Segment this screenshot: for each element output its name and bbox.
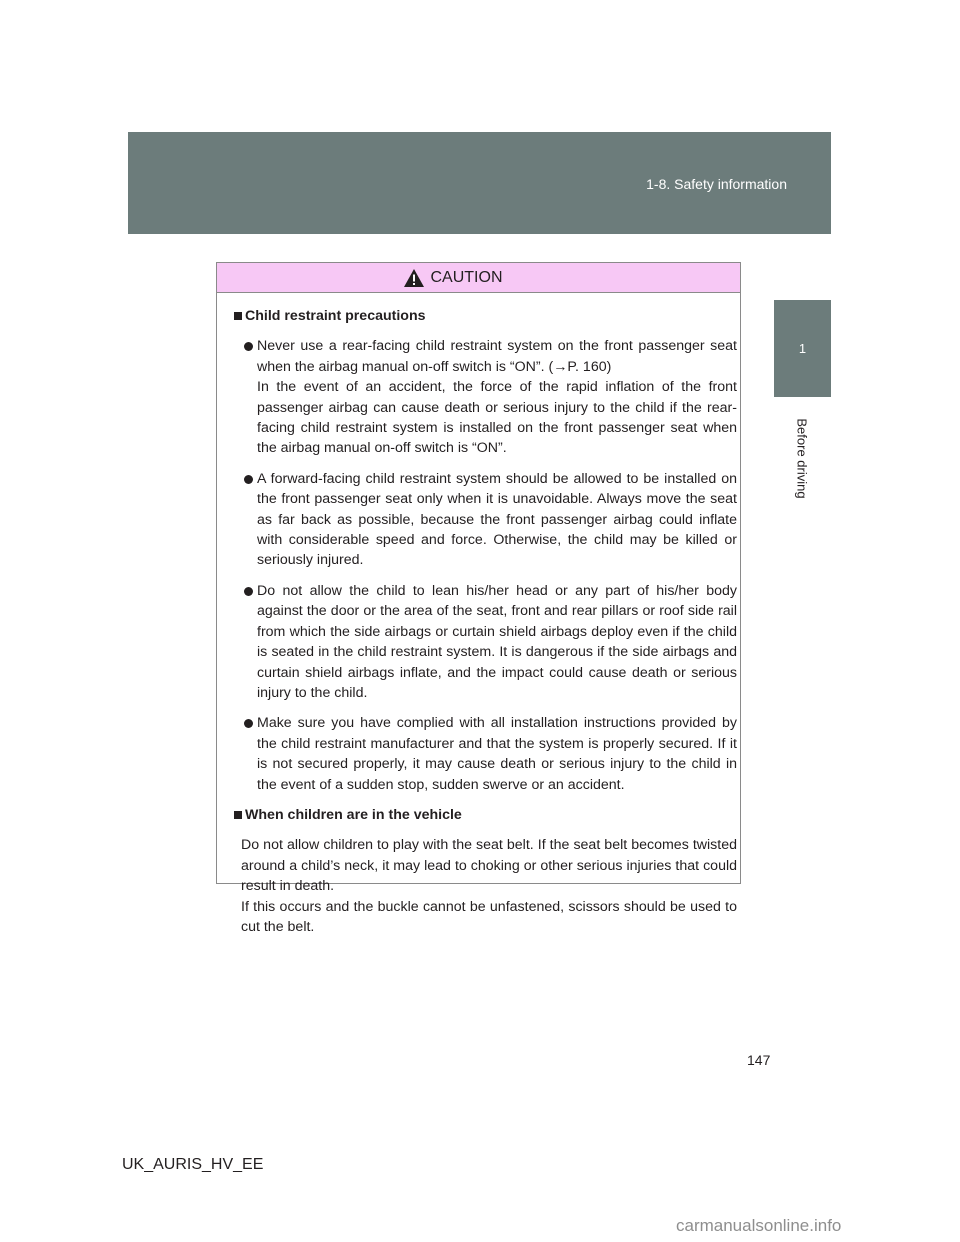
bullet-item <box>233 336 737 458</box>
section-heading <box>233 805 737 825</box>
section-title: 1-8. Safety information <box>646 176 787 192</box>
bullet-text: Make sure you have complied with all installation instructions provided by the child restraint manufacturer and that the system is properly secured. If it is not secured properly, it may cause death or serious injury to the child in the event of a sudden stop, sudden swerve or an accident. <box>257 715 737 793</box>
warning-triangle-icon <box>403 268 425 288</box>
bullet-dot-icon <box>244 342 253 351</box>
paragraph-text: If this occurs and the buckle cannot be unfastened, scissors should be used to cut the belt. <box>241 898 737 935</box>
section-heading-text: Child restraint precautions <box>245 308 426 324</box>
bullet-text: Never use a rear-facing child restraint system on the front passenger seat when the airbag manual on-off switch is “ON”. (→P. 160) <box>257 338 737 375</box>
bullet-item <box>233 581 737 703</box>
watermark: carmanualsonline.info <box>676 1216 842 1235</box>
header-band <box>128 132 831 234</box>
bullet-text: Do not allow the child to lean his/her head or any part of his/her body against the door or the area of the seat, front and rear pillars or roof side rail from which the side airbags or curtain shield airbags deploy even if the child is seated in the child restraint system. It is dangerous if the side airbags and curtain shield airbags inflate, and the impact could cause death or serious injury to the child. <box>257 582 737 701</box>
bullet-dot-icon <box>244 719 253 728</box>
section-heading <box>233 306 737 326</box>
page-number: 147 <box>747 1052 771 1068</box>
bullet-item <box>233 713 737 795</box>
chapter-tab <box>774 300 831 397</box>
bullet-text: In the event of an accident, the force of the rapid inflation of the front passenger airbag can cause death or serious injury to the child if the rear-facing child restraint system is installed on the front passenger seat when the airbag manual on-off switch is “ON”. <box>257 379 737 457</box>
bullet-text: A forward-facing child restraint system should be allowed to be installed on the front passenger seat only when it is unavoidable. Always move the seat as far back as possible, because the front passenger airbag could inflate with considerable speed and force. Otherwise, the child may be killed or seriously injured. <box>257 470 737 569</box>
bullet-item <box>233 469 737 571</box>
document-code: UK_AURIS_HV_EE <box>122 1156 264 1173</box>
square-bullet-icon <box>234 312 242 320</box>
chapter-number: 1 <box>798 341 807 356</box>
bullet-dot-icon <box>244 587 253 596</box>
caution-box <box>216 262 741 935</box>
caution-header <box>217 263 740 293</box>
paragraph <box>233 835 737 937</box>
chapter-label-text: Before driving <box>794 417 810 499</box>
bullet-dot-icon <box>244 475 253 484</box>
square-bullet-icon <box>234 811 242 819</box>
chapter-label <box>754 410 850 506</box>
caution-body <box>217 293 740 937</box>
section-heading-text: When children are in the vehicle <box>245 806 462 823</box>
paragraph-text: Do not allow children to play with the seat belt. If the seat belt becomes twisted around a child’s neck, it may lead to choking or other serious injuries that could result in death. <box>241 837 737 895</box>
caution-title: CAUTION <box>430 268 503 286</box>
